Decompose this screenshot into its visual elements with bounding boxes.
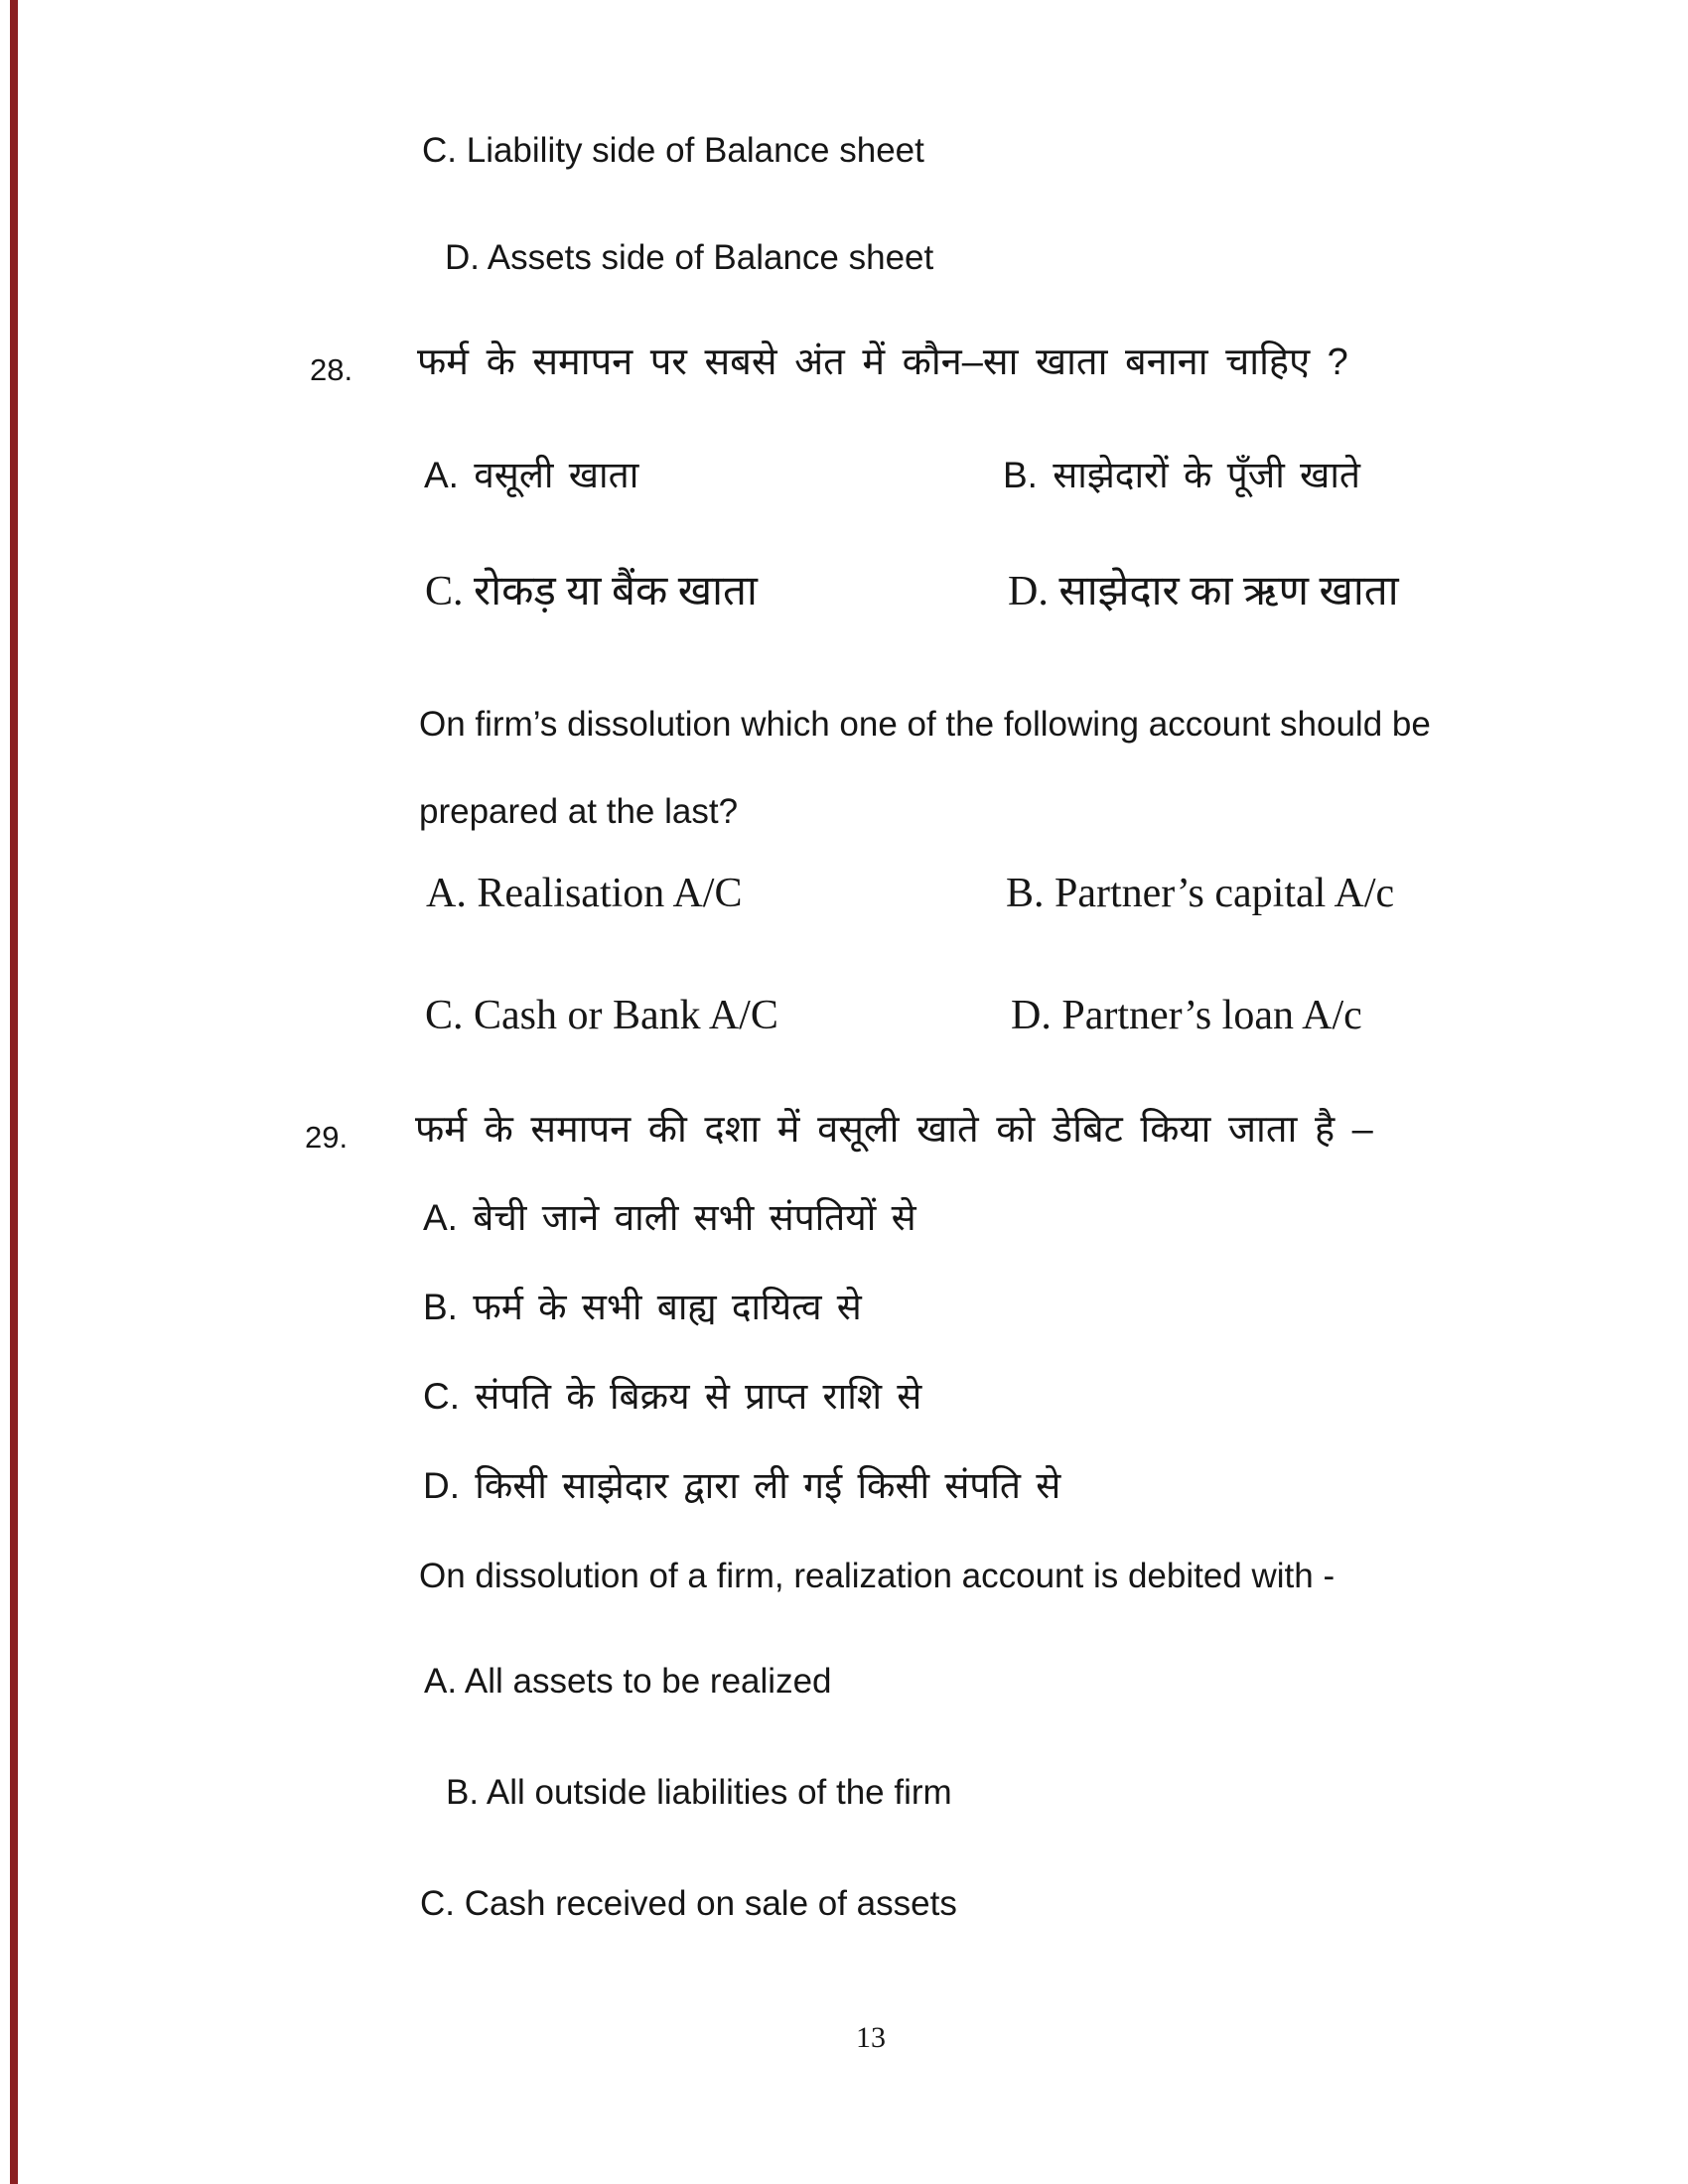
question-29-option-c-english: C. Cash received on sale of assets [420,1884,957,1923]
question-29-text-hindi: फर्म के समापन की दशा में वसूली खाते को डेबिट किया जाता है – [415,1109,1373,1151]
prev-question-option-d: D. Assets side of Balance sheet [445,238,934,277]
prev-question-option-c: C. Liability side of Balance sheet [422,131,924,170]
question-28-text-english-line1: On firm’s dissolution which one of the following account should be [419,705,1431,744]
question-29-option-a-hindi: A. बेची जाने वाली सभी संपतियों से [423,1197,916,1238]
question-28-number: 28. [310,352,353,387]
page-number: 13 [856,2021,886,2054]
question-29-option-a-english: A. All assets to be realized [424,1662,832,1701]
question-28-text-hindi: फर्म के समापन पर सबसे अंत में कौन–सा खाता बनाना चाहिए ? [417,341,1348,383]
question-28-option-b-english: B. Partner’s capital A/c [1006,871,1395,916]
question-28-option-b-hindi: B. साझेदारों के पूँजी खाते [1003,455,1360,495]
question-28-option-c-english: C. Cash or Bank A/C [425,993,778,1038]
question-29-option-b-hindi: B. फर्म के सभी बाह्य दायित्व से [423,1287,862,1327]
question-28-option-d-english: D. Partner’s loan A/c [1011,993,1362,1038]
question-28-option-d-hindi: D. साझेदार का ऋण खाता [1008,569,1399,614]
question-28-text-english-line2: prepared at the last? [419,792,739,831]
question-29-option-c-hindi: C. संपति के बिक्रय से प्राप्त राशि से [423,1376,922,1417]
question-28-option-a-hindi: A. वसूली खाता [424,455,639,495]
question-29-number: 29. [305,1120,349,1155]
question-28-option-c-hindi: C. रोकड़ या बैंक खाता [425,569,758,614]
question-29-option-d-hindi: D. किसी साझेदार द्वारा ली गई किसी संपति से [423,1465,1061,1506]
question-29-text-english: On dissolution of a firm, realization account is debited with - [419,1557,1336,1595]
question-29-option-b-english: B. All outside liabilities of the firm [446,1773,952,1812]
question-28-option-a-english: A. Realisation A/C [426,871,743,916]
left-margin-bar [10,0,18,2184]
